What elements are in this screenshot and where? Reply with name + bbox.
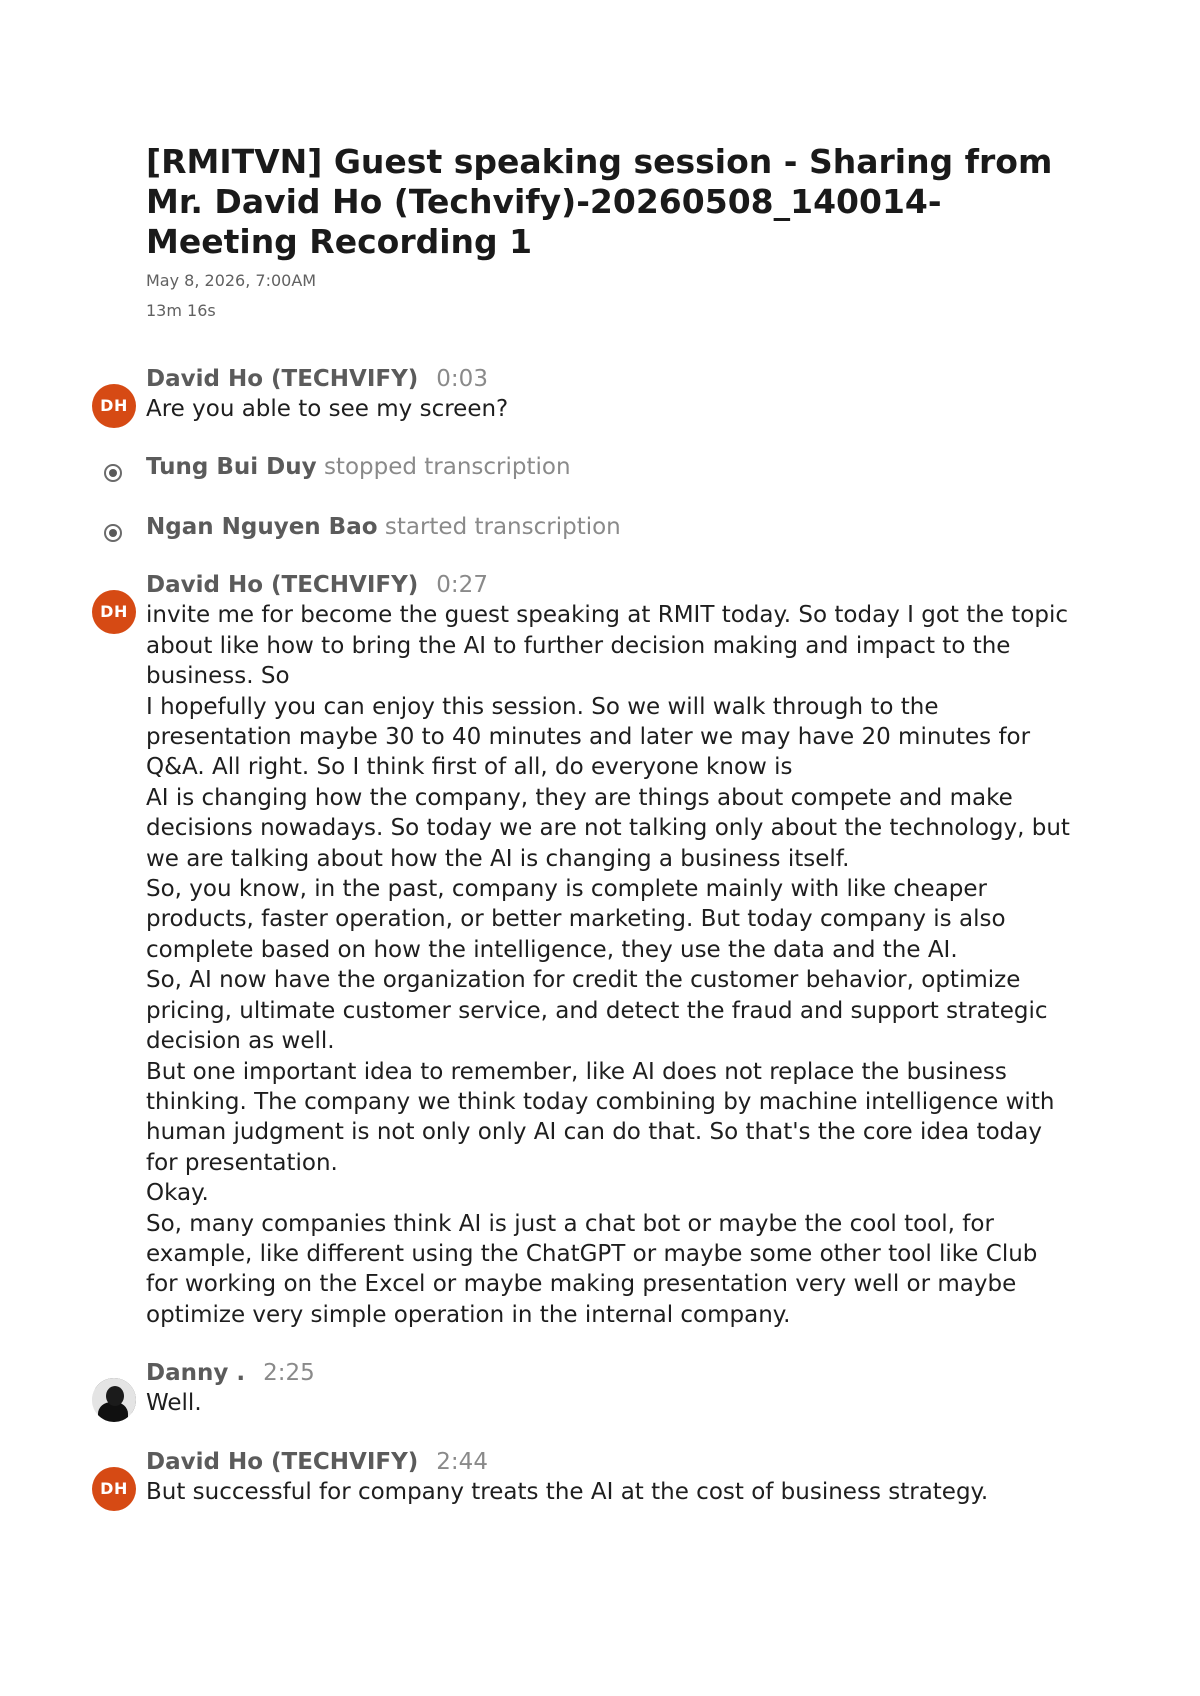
speaker-line bbox=[146, 570, 1076, 600]
meeting-date: May 8, 2026, 7:00AM bbox=[146, 271, 317, 290]
avatar: DH bbox=[92, 384, 136, 428]
event-actor: Tung Bui Duy bbox=[146, 454, 317, 481]
meeting-duration: 13m 16s bbox=[146, 301, 216, 320]
event-line bbox=[146, 452, 1076, 482]
timestamp: 2:25 bbox=[263, 1360, 315, 1387]
avatar: DH bbox=[92, 1467, 136, 1511]
avatar: DH bbox=[92, 590, 136, 634]
speaker-line bbox=[146, 1358, 1076, 1388]
speaker-name: David Ho (TECHVIFY) bbox=[146, 572, 419, 599]
paragraph: Okay. bbox=[146, 1180, 209, 1207]
timestamp: 2:44 bbox=[436, 1448, 488, 1475]
paragraph: Are you able to see my screen? bbox=[146, 396, 509, 422]
speaker-line bbox=[146, 364, 1076, 394]
document-title: [RMITVN] Guest speaking session - Sharing from Mr. David Ho (Techvify)-20260508_140014-Meeting Recording 1 bbox=[146, 142, 1053, 261]
transcription-event bbox=[0, 512, 1076, 542]
transcript-entry bbox=[0, 1358, 1076, 1418]
paragraph: But successful for company treats the AI at the cost of business strategy. bbox=[146, 1478, 989, 1505]
transcript-entries bbox=[0, 364, 1200, 1507]
paragraph: Well. bbox=[146, 1390, 202, 1417]
speaker-name: Danny . bbox=[146, 1360, 246, 1387]
message-text bbox=[146, 394, 1076, 424]
speaker-name: David Ho (TECHVIFY) bbox=[146, 1448, 419, 1475]
transcript-entry bbox=[0, 1447, 1076, 1507]
speaker-line bbox=[146, 1447, 1076, 1477]
transcript-entry bbox=[0, 570, 1076, 1330]
transcript-entry bbox=[0, 364, 1076, 424]
event-action: stopped transcription bbox=[323, 454, 571, 481]
message-text bbox=[146, 1388, 1076, 1418]
paragraph: invite me for become the guest speaking at RMIT today. So today I got the topic about like how to bring the AI to further decision making and impact to the business. So bbox=[146, 602, 1068, 690]
document-header bbox=[146, 142, 1076, 326]
speaker-name: David Ho (TECHVIFY) bbox=[146, 366, 419, 392]
message-text bbox=[146, 600, 1076, 1330]
timestamp: 0:03 bbox=[436, 366, 488, 392]
message-text bbox=[146, 1477, 1076, 1507]
event-actor: Ngan Nguyen Bao bbox=[146, 514, 378, 541]
paragraph: I hopefully you can enjoy this session. So we will walk through to the presentation maybe 30 to 40 minutes and later we may have 20 minutes for Q&A. All right. So I think first of all, do everyone know is bbox=[146, 693, 1031, 781]
event-line bbox=[146, 512, 1076, 542]
event-action: started transcription bbox=[384, 514, 621, 541]
paragraph: But one important idea to remember, like AI does not replace the business thinking. The company we think today combining by machine intelligence with human judgment is not only only AI can do that. So that's the core idea today for presentation. bbox=[146, 1058, 1055, 1176]
transcription-event bbox=[0, 452, 1076, 482]
paragraph: So, you know, in the past, company is complete mainly with like cheaper products, faster operation, or better marketing. But today company is also complete based on how the intelligence, they use the data and the AI. bbox=[146, 876, 1006, 963]
paragraph: AI is changing how the company, they are things about compete and make decisions nowadays. So today we are not talking only about the technology, but we are talking about how the AI is changing a business itself. bbox=[146, 784, 1070, 872]
paragraph: So, AI now have the organization for credit the customer behavior, optimize pricing, ultimate customer service, and detect the fraud and support strategic decision as well. bbox=[146, 967, 1048, 1055]
avatar-photo bbox=[92, 1378, 136, 1422]
timestamp: 0:27 bbox=[436, 572, 488, 599]
record-icon bbox=[104, 464, 122, 482]
paragraph: So, many companies think AI is just a chat bot or maybe the cool tool, for example, like different using the ChatGPT or maybe some other tool like Club for working on the Excel or maybe making presentation very well or maybe optimize very simple operation in the internal company. bbox=[146, 1210, 1038, 1328]
record-icon bbox=[104, 524, 122, 542]
